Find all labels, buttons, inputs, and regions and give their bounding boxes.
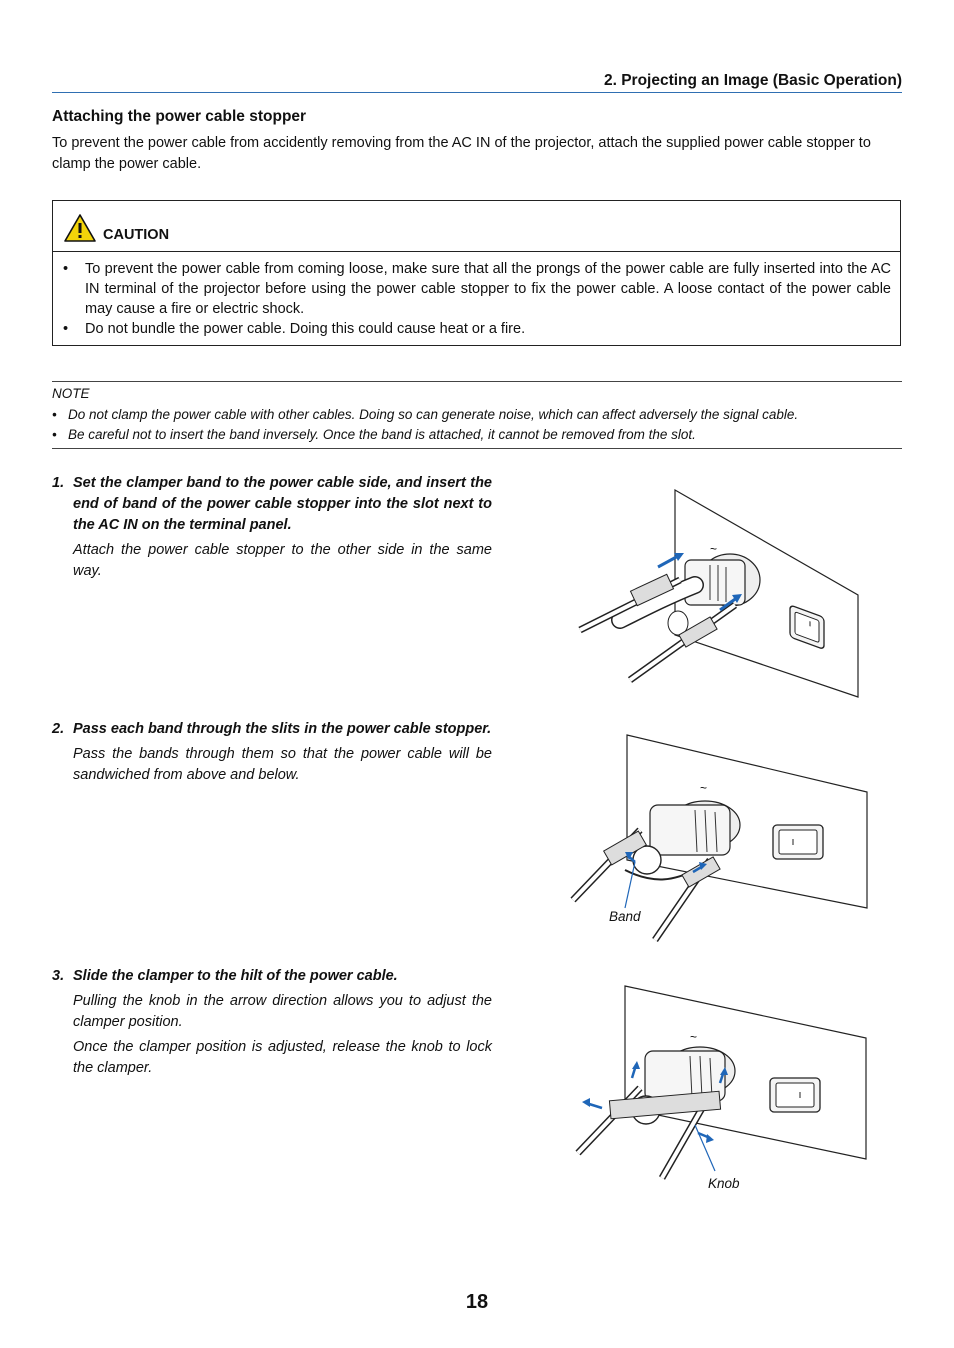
figure-step-3 <box>570 983 870 1183</box>
caution-list <box>63 259 891 339</box>
intro-paragraph: To prevent the power cable from accidently removing from the AC IN of the projector, attach the supplied power cable stopper to clamp the power cable. <box>52 135 871 172</box>
note-label: NOTE <box>52 386 90 401</box>
caution-label: CAUTION <box>103 227 170 243</box>
step-detail: Pulling the knob in the arrow direction allows you to adjust the clamper position. <box>73 993 492 1030</box>
note-item: • Do not clamp the power cable with other cables. Doing so can generate noise, which can affect adversely the signal cable. <box>52 406 799 422</box>
figure-step-1 <box>570 485 870 705</box>
caution-item: • To prevent the power cable from coming loose, make sure that all the prongs of the power cable are fully inserted into the AC IN terminal of the projector before using the power cable stopper to fix the power cable. A loose contact of the power cable may cause a fire or electric shock. <box>63 261 891 317</box>
band-leader-line <box>625 862 635 908</box>
step-number: 2. <box>52 721 65 737</box>
ac-inlet <box>650 801 740 855</box>
page-title: Attaching the power cable stopper <box>52 108 307 125</box>
step-heading: Slide the clamper to the hilt of the power cable. <box>73 968 398 984</box>
step-heading: Pass each band through the slits in the power cable stopper. <box>73 721 492 737</box>
step-detail: Pass the bands through them so that the power cable will be sandwiched from above and below. <box>73 746 492 783</box>
power-switch <box>770 1078 820 1112</box>
knob-label: Knob <box>708 1176 740 1191</box>
caution-box <box>52 200 901 346</box>
note-item: • Be careful not to insert the band inversely. Once the band is attached, it cannot be removed from the slot. <box>52 427 696 442</box>
power-switch <box>773 825 823 859</box>
caution-item: • Do not bundle the power cable. Doing this could cause heat or a fire. <box>63 321 526 337</box>
step-number: 3. <box>52 968 65 984</box>
step-detail: Attach the power cable stopper to the other side in the same way. <box>73 542 492 579</box>
step-3 <box>52 966 492 1079</box>
step-heading: Set the clamper band to the power cable side, and insert the end of band of the power cable stopper into the slot next to the AC IN on the terminal panel. <box>73 475 492 533</box>
ac-symbol: ~ <box>710 542 718 556</box>
warning-triangle-icon <box>63 213 97 243</box>
note-box <box>52 381 902 449</box>
step-detail: Once the clamper position is adjusted, release the knob to lock the clamper. <box>73 1039 492 1076</box>
ac-symbol: ~ <box>700 781 708 795</box>
band-label: Band <box>609 909 641 924</box>
step-1 <box>52 473 492 582</box>
section-header: 2. Projecting an Image (Basic Operation) <box>52 72 902 93</box>
step-2 <box>52 719 492 786</box>
knob-leader-line <box>695 1125 715 1171</box>
page-number: 18 <box>465 1291 489 1313</box>
ac-symbol: ~ <box>690 1030 698 1044</box>
caution-header <box>53 201 900 252</box>
step-number: 1. <box>52 475 65 491</box>
